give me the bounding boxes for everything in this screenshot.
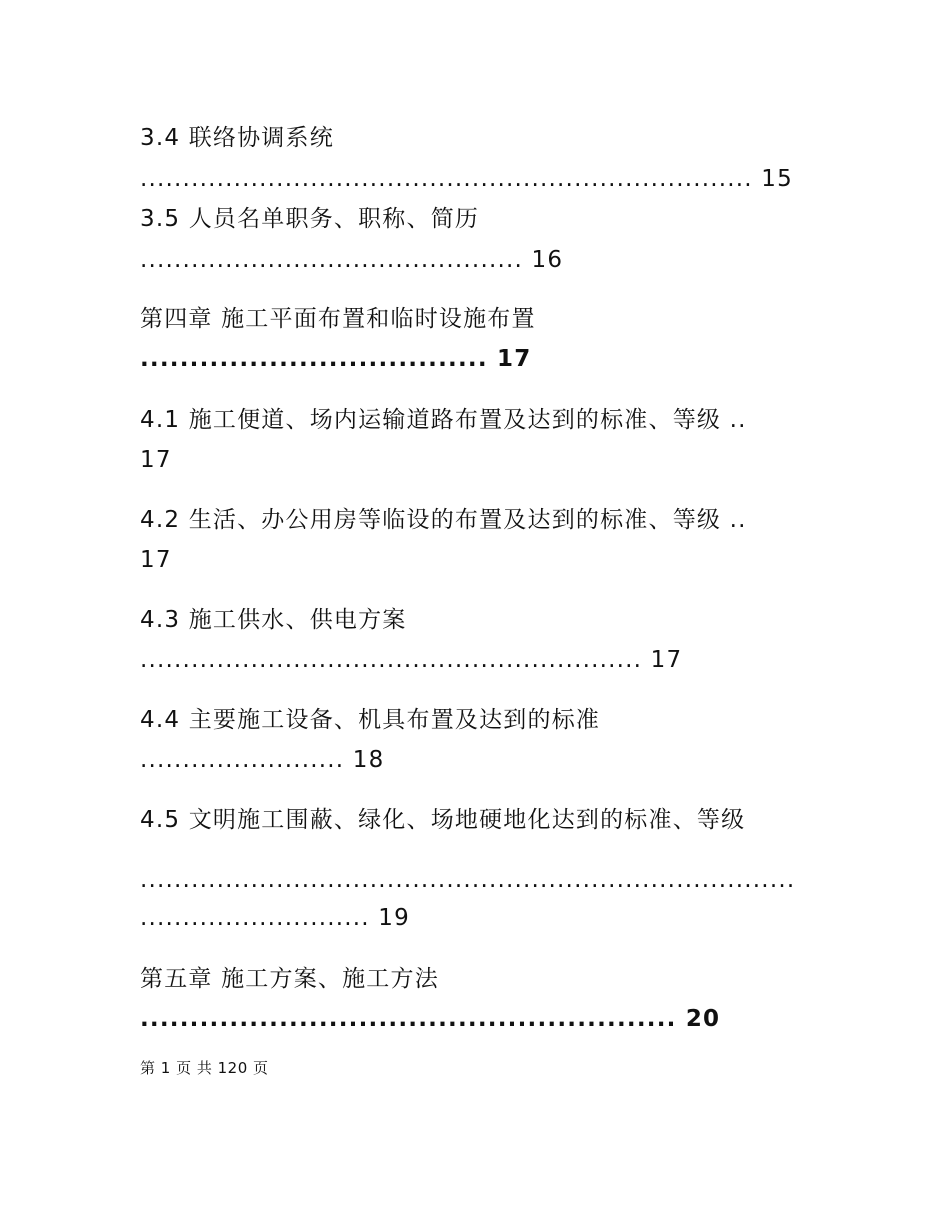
toc-chapter-5-title: 第五章 施工方案、施工方法 [140,966,439,992]
toc-entry-4-4-title: 4.4 主要施工设备、机具布置及达到的标准 [140,707,601,733]
toc-entry-4-3-title: 4.3 施工供水、供电方案 [140,607,407,633]
toc-entry-3-4-leader: ........................................................................ 15 [140,166,793,192]
toc-chapter-4-title: 第四章 施工平面布置和临时设施布置 [140,306,536,332]
toc-entry-4-2-title: 4.2 生活、办公用房等临设的布置及达到的标准、等级 .. [140,507,747,533]
toc-entry-4-1-page: 17 [140,447,172,473]
toc-entry-4-4-leader: ........................ 18 [140,747,385,773]
toc-entry-4-5-leader: ............................................................................. [140,867,796,893]
page-footer: 第 1 页 共 120 页 [140,1059,269,1077]
toc-entry-4-5-title: 4.5 文明施工围蔽、绿化、场地硬地化达到的标准、等级 [140,807,746,833]
toc-entry-3-4-title: 3.4 联络协调系统 [140,125,334,151]
toc-entry-4-5-leader-page: ........................... 19 [140,905,410,931]
toc-entry-3-5-leader: ............................................. 16 [140,247,564,273]
toc-chapter-4-leader: ................................... 17 [140,346,532,372]
toc-entry-4-1-title: 4.1 施工便道、场内运输道路布置及达到的标准、等级 .. [140,407,747,433]
toc-entry-3-5-title: 3.5 人员名单职务、职称、简历 [140,206,480,232]
toc-chapter-5-leader: ...................................................... 20 [140,1006,721,1032]
toc-entry-4-2-page: 17 [140,547,172,573]
toc-entry-4-3-leader: ........................................................... 17 [140,647,683,673]
